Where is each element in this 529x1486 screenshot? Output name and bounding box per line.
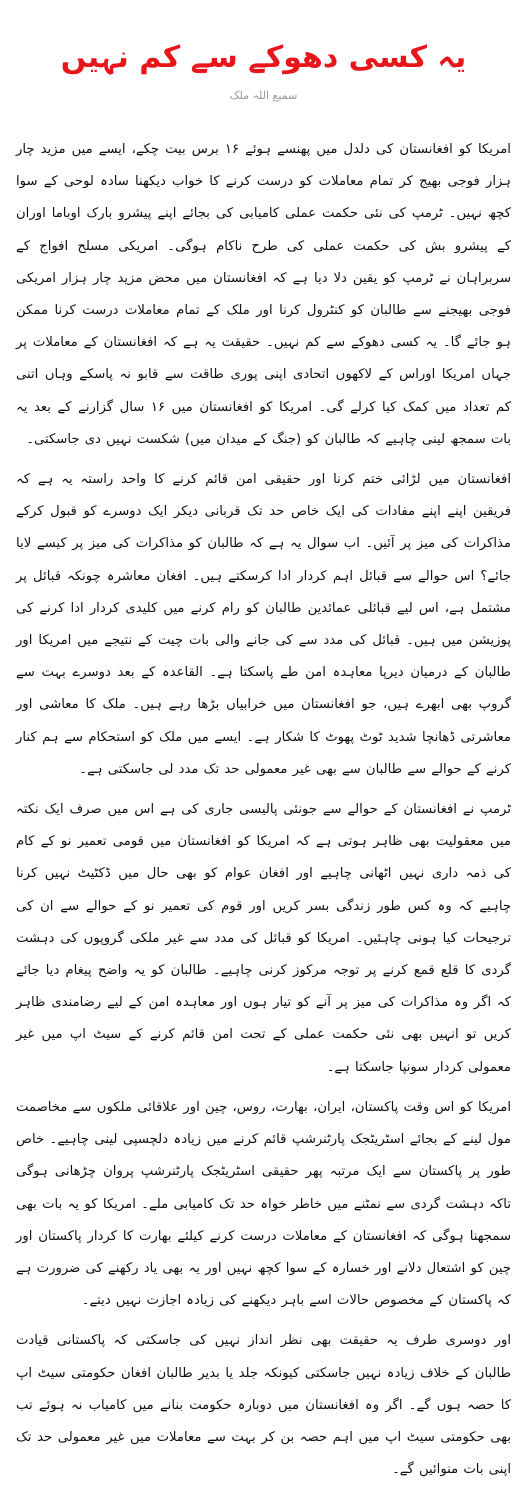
article-title: یہ کسی دھوکے سے کم نہیں: [60, 40, 467, 75]
article-paragraph: امریکا کو افغانستان کی دلدل میں پھنسے ہوئے ۱۶ برس بیت چکے، ایسے میں مزید چار ہزار فوجی بھیج کر تمام معاملات کو درست کرنے کا خواب دیکھنا سادہ لوحی کے سوا کچھ نہیں۔ ٹرمپ کی نئی حکمت عملی کامیابی کی بجائے اپنے پیشرو بارک اوباما اوران کے پیشرو بش کی حکمت عملی کی طرح ناکام ہوگی۔ امریکی مسلح افواج کے سربراہان نے ٹرمپ کو یقین دلا دیا ہے کہ افغانستان میں محض مزید چار ہزار امریکی فوجی بھیجنے سے طالبان کو کنٹرول کرنا اور ملک کے تمام معاملات درست کرنا ممکن ہو جائے گا۔ یہ کسی دھوکے سے کم نہیں۔ حقیقت یہ ہے کہ افغانستان کے معاملات پر جہاں امریکا اوراس کے لاکھوں اتحادی اپنی پوری طاقت سے قابو نہ پاسکے وہاں اتنی کم تعداد میں کمک کیا کرلے گی۔ امریکا کو افغانستان میں ۱۶ سال گزارنے کے بعد یہ بات سمجھ لینی چاہیے کہ طالبان کو (جنگ کے میدان میں) شکست نہیں دی جاسکتی۔: [16, 142, 511, 447]
article-paragraph: ٹرمپ نے افغانستان کے حوالے سے جونئی پالیسی جاری کی ہے اس میں صرف ایک نکتہ میں معقولیت بھی ظاہر ہوتی ہے کہ امریکا کو افغانستان میں قومی تعمیر نو کے کام کی ذمہ داری نہیں اٹھانی چاہیے اور افغان عوام کو بھی حال میں ڈکٹیٹ نہیں کرنا چاہیے کہ وہ کس طور زندگی بسر کریں اور قوم کی تعمیر نو کے حوالے سے ان کی ترجیحات کیا ہونی چاہئیں۔ امریکا کو قبائل کی مدد سے غیر ملکی گروپوں کی دہشت گردی کا قلع قمع کرنے پر توجہ مرکوز کرنی چاہیے۔ طالبان کو یہ واضح پیغام دیا جائے کہ اگر وہ مذاکرات کی میز پر آنے کو تیار ہوں اور معاہدہ امن کے لیے رضامندی ظاہر کریں تو انہیں بھی نئی حکمت عملی کے تحت امن قائم کرنے کے سیٹ اپ میں غیر معمولی کردار سونپا جاسکتا ہے۔: [16, 802, 511, 1075]
author-byline: سمیع اللہ ملک: [229, 89, 298, 102]
article-paragraph: افغانستان میں لڑائی ختم کرنا اور حقیقی امن قائم کرنے کا واحد راستہ یہ ہے کہ فریقین اپنے اپنے مفادات کی ایک خاص حد تک قربانی دیکر ایک دوسرے کو قبول کرکے مذاکرات کی میز پر آئیں۔ اب سوال یہ ہے کہ طالبان کو مذاکرات کی میز پر کیسے لایا جائے؟ اس حوالے سے قبائل اہم کردار ادا کرسکتے ہیں۔ افغان معاشرہ چونکہ قبائل پر مشتمل ہے، اس لیے قبائلی عمائدین طالبان کو رام کرنے میں کلیدی کردار ادا کرنے کی پوزیشن میں ہیں۔ قبائل کی مدد سے کی جانے والی بات چیت کے نتیجے میں امریکا اور طالبان کے درمیان دیرپا معاہدہ امن طے پاسکتا ہے۔ القاعدہ کے بعد دوسرے بہت سے گروپ بھی ابھرے ہیں، جو افغانستان میں خرابیاں بڑھا رہے ہیں۔ ملک کا معاشی اور معاشرتی ڈھانچا شدید ٹوٹ پھوٹ کا شکار ہے۔ ایسے میں ملک کو استحکام سے ہم کنار کرنے کے حوالے سے طالبان سے بھی غیر معمولی حد تک مدد لی جاسکتی ہے۔: [16, 472, 511, 777]
article-paragraph: امریکا کو اس وقت پاکستان، ایران، بھارت، روس، چین اور علاقائی ملکوں سے مخاصمت مول لینے کے بجائے اسٹریٹجک پارٹنرشپ قائم کرنے میں زیادہ دلچسپی لینی چاہیے۔ خاص طور پر پاکستان سے ایک مرتبہ پھر حقیقی اسٹریٹجک پارٹنرشپ پروان چڑھانی ہوگی تاکہ دہشت گردی سے نمٹنے میں خاطر خواہ حد تک کامیابی ملے۔ امریکا کو یہ بات بھی سمجھنا ہوگی کہ افغانستان کے معاملات درست کرنے کیلئے بھارت کا کردار پاکستان اور چین کو اشتعال دلانے اور خسارہ کے سوا کچھ نہیں اور یہ بھی یاد رکھنے کی ضرورت ہے کہ پاکستان کے مخصوص حالات اسے باہر دیکھنے کی زیادہ اجازت نہیں دیتے۔: [16, 1099, 511, 1309]
article-paragraph: اور دوسری طرف یہ حقیقت بھی نظر انداز نہیں کی جاسکتی کہ پاکستانی قیادت طالبان کے خلاف زیادہ نہیں جاسکتی کیونکہ جلد یا بدیر طالبان افغان حکومتی سیٹ اپ کا حصہ ہوں گے۔ اگر وہ افغانستان میں دوبارہ حکومت بنانے میں کامیاب نہ ہوئے تب بھی حکومتی سیٹ اپ میں اہم حصہ بن کر بہت سے معاملات میں غیر معمولی حد تک اپنی بات منوائیں گے۔: [16, 1333, 511, 1478]
article-body: [16, 134, 511, 1486]
